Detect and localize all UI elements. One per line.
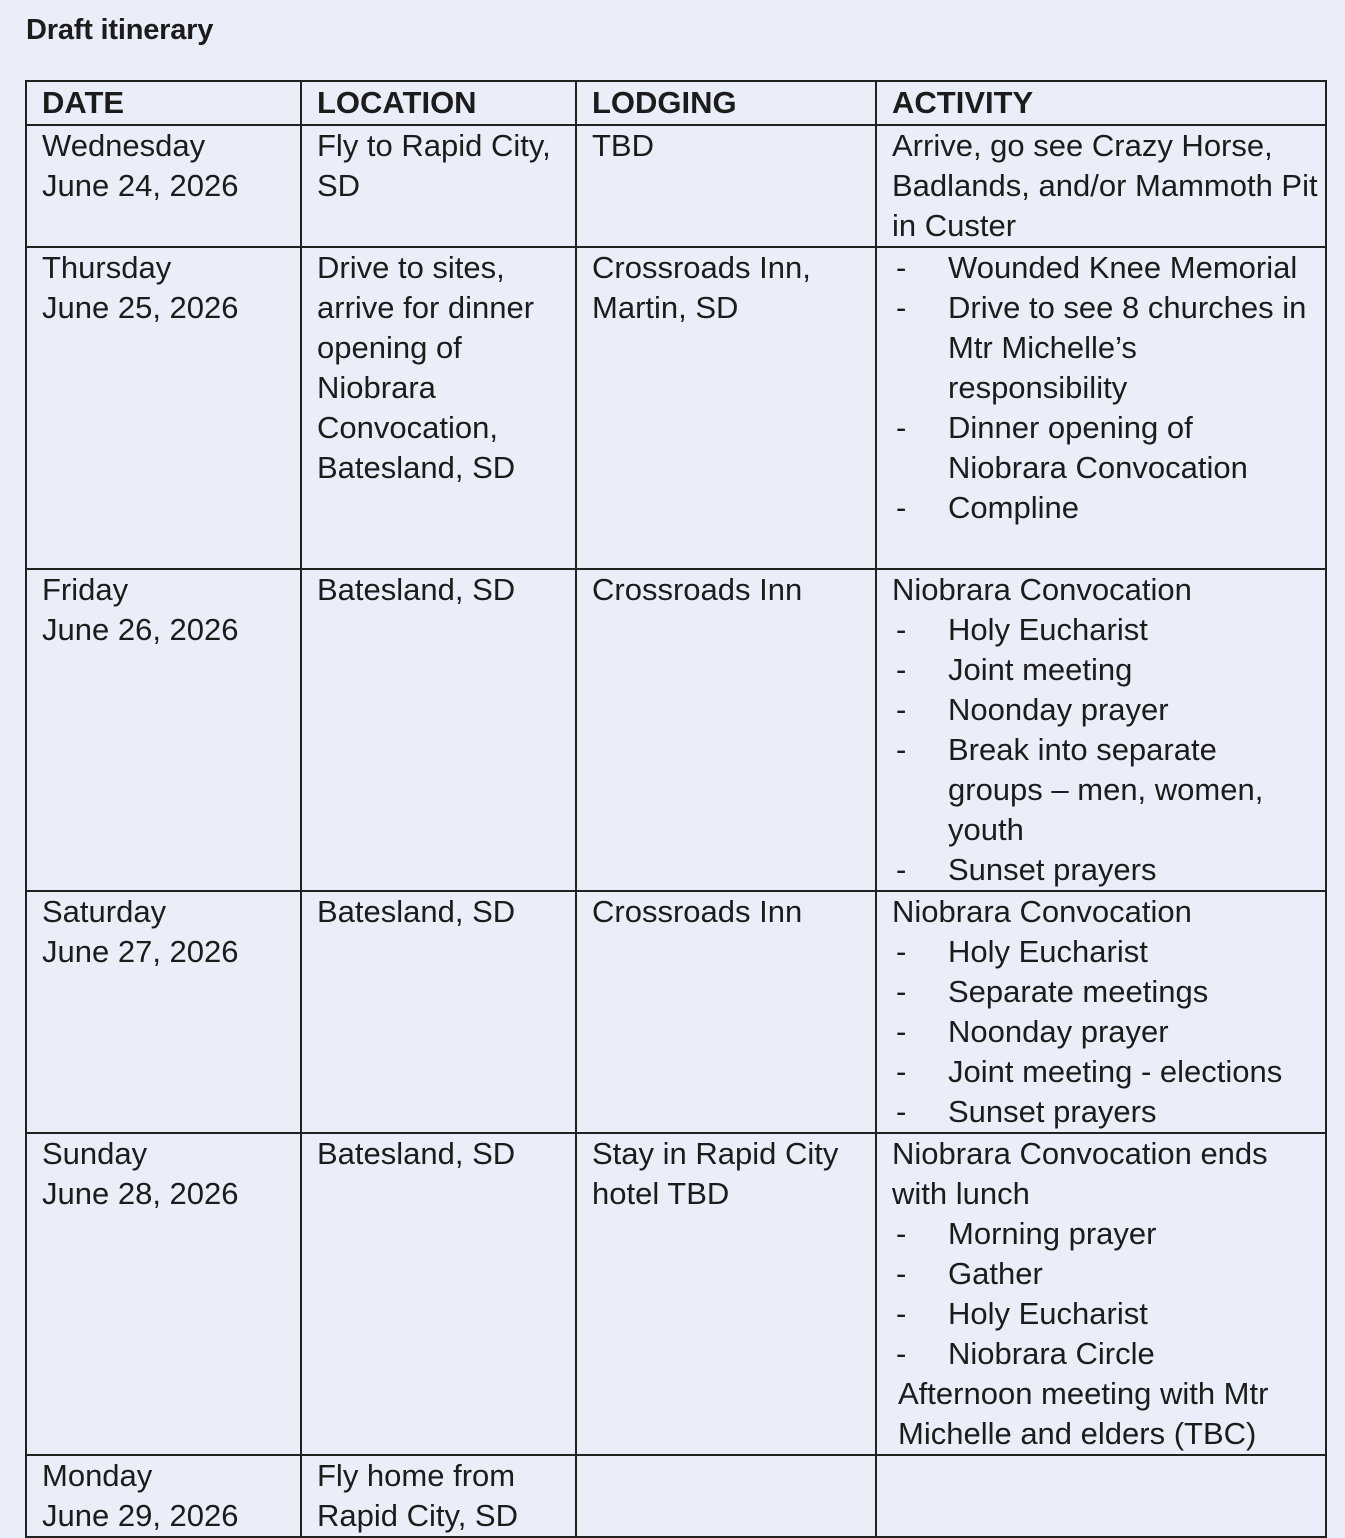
list-item [892,932,1319,972]
list-item [892,1334,1319,1374]
table-row [26,569,1326,891]
dash-bullet: - [896,410,907,445]
weekday: Monday [42,1458,153,1493]
activity-cell [876,1133,1326,1455]
activity-cell [876,1455,1326,1537]
location-cell [301,1133,576,1455]
activity-intro: Niobrara Convocation ends with lunch [892,1136,1268,1211]
dash-bullet: - [896,290,907,325]
list-item [892,1092,1319,1132]
activity-cell [876,247,1326,569]
list-item [892,1214,1319,1254]
dash-bullet: - [896,852,907,887]
lodging-cell [576,247,876,569]
activity-cell [876,891,1326,1133]
date-cell [26,1455,301,1537]
table-row [26,891,1326,1133]
dash-bullet: - [896,1054,907,1089]
header-activity: ACTIVITY [876,81,1326,125]
itinerary-table [25,80,1327,1538]
lodging: Crossroads Inn, Martin, SD [592,250,811,325]
table-row [26,125,1326,247]
list-item-text: Morning prayer [948,1216,1157,1251]
list-item [892,850,1319,890]
dash-bullet: - [896,1094,907,1129]
lodging: TBD [592,128,654,163]
activity-list [892,248,1319,528]
lodging-cell [576,891,876,1133]
location: Batesland, SD [317,894,516,929]
activity-intro: Niobrara Convocation [892,572,1192,607]
list-item-text: Noonday prayer [948,1014,1169,1049]
activity-list [892,932,1319,1132]
list-item-text: Sunset prayers [948,1094,1157,1129]
activity-intro: Niobrara Convocation [892,894,1192,929]
location-cell [301,891,576,1133]
list-item-text: Break into separate groups – men, women, youth [948,732,1264,847]
dash-bullet: - [896,1256,907,1291]
list-item-text: Dinner opening of Niobrara Convocation [948,410,1248,485]
date-cell [26,569,301,891]
location: Fly to Rapid City, SD [317,128,551,203]
lodging: Stay in Rapid City hotel TBD [592,1136,839,1211]
list-item-text: Holy Eucharist [948,1296,1148,1331]
header-lodging: LODGING [576,81,876,125]
list-item-text: Noonday prayer [948,692,1169,727]
lodging-cell [576,125,876,247]
date-cell [26,1133,301,1455]
dash-bullet: - [896,732,907,767]
location: Drive to sites, arrive for dinner opening of Niobrara Convocation, Batesland, SD [317,250,535,485]
list-item-text: Separate meetings [948,974,1209,1009]
date: June 28, 2026 [42,1176,239,1211]
list-item-text: Compline [948,490,1079,525]
list-item [892,690,1319,730]
table-row [26,1133,1326,1455]
location-cell [301,125,576,247]
dash-bullet: - [896,1336,907,1371]
lodging: Crossroads Inn [592,894,803,929]
dash-bullet: - [896,934,907,969]
header-location: LOCATION [301,81,576,125]
activity-list [892,1214,1319,1374]
lodging: Crossroads Inn [592,572,803,607]
list-item [892,1052,1319,1092]
list-item [892,730,1319,850]
date-cell [26,247,301,569]
date: June 27, 2026 [42,934,239,969]
date: June 25, 2026 [42,290,239,325]
date: June 24, 2026 [42,168,239,203]
list-item [892,248,1319,288]
date-cell [26,125,301,247]
list-item-text: Wounded Knee Memorial [948,250,1298,285]
location: Batesland, SD [317,1136,516,1171]
dash-bullet: - [896,490,907,525]
dash-bullet: - [896,612,907,647]
list-item [892,1254,1319,1294]
weekday: Friday [42,572,129,607]
list-item [892,650,1319,690]
location-cell [301,569,576,891]
date: June 29, 2026 [42,1498,239,1533]
weekday: Thursday [42,250,172,285]
weekday: Sunday [42,1136,148,1171]
header-row [26,81,1326,125]
list-item-text: Niobrara Circle [948,1336,1155,1371]
dash-bullet: - [896,250,907,285]
activity-intro: Arrive, go see Crazy Horse, Badlands, and/or Mammoth Pit in Custer [892,128,1318,243]
lodging-cell [576,1455,876,1537]
table-row [26,1455,1326,1537]
list-item-text: Joint meeting [948,652,1133,687]
activity-list [892,610,1319,890]
activity-cell [876,569,1326,891]
list-item-text: Drive to see 8 churches in Mtr Michelle’s responsibility [948,290,1307,405]
location: Fly home from Rapid City, SD [317,1458,518,1533]
list-item [892,288,1319,408]
list-item-text: Holy Eucharist [948,934,1148,969]
dash-bullet: - [896,1014,907,1049]
location-cell [301,247,576,569]
location: Batesland, SD [317,572,516,607]
page-title: Draft itinerary [26,14,214,46]
location-cell [301,1455,576,1537]
dash-bullet: - [896,1216,907,1251]
list-item [892,1294,1319,1334]
list-item-text: Sunset prayers [948,852,1157,887]
weekday: Wednesday [42,128,206,163]
dash-bullet: - [896,692,907,727]
list-item-text: Gather [948,1256,1043,1291]
header-date: DATE [26,81,301,125]
date-cell [26,891,301,1133]
activity-cell [876,125,1326,247]
list-item [892,610,1319,650]
lodging-cell [576,1133,876,1455]
dash-bullet: - [896,652,907,687]
activity-outro: Afternoon meeting with Mtr Michelle and elders (TBC) [898,1376,1269,1451]
list-item [892,408,1319,488]
weekday: Saturday [42,894,167,929]
list-item [892,1012,1319,1052]
list-item [892,972,1319,1012]
dash-bullet: - [896,974,907,1009]
table-row [26,247,1326,569]
lodging-cell [576,569,876,891]
dash-bullet: - [896,1296,907,1331]
list-item-text: Joint meeting - elections [948,1054,1283,1089]
list-item-text: Holy Eucharist [948,612,1148,647]
list-item [892,488,1319,528]
date: June 26, 2026 [42,612,239,647]
